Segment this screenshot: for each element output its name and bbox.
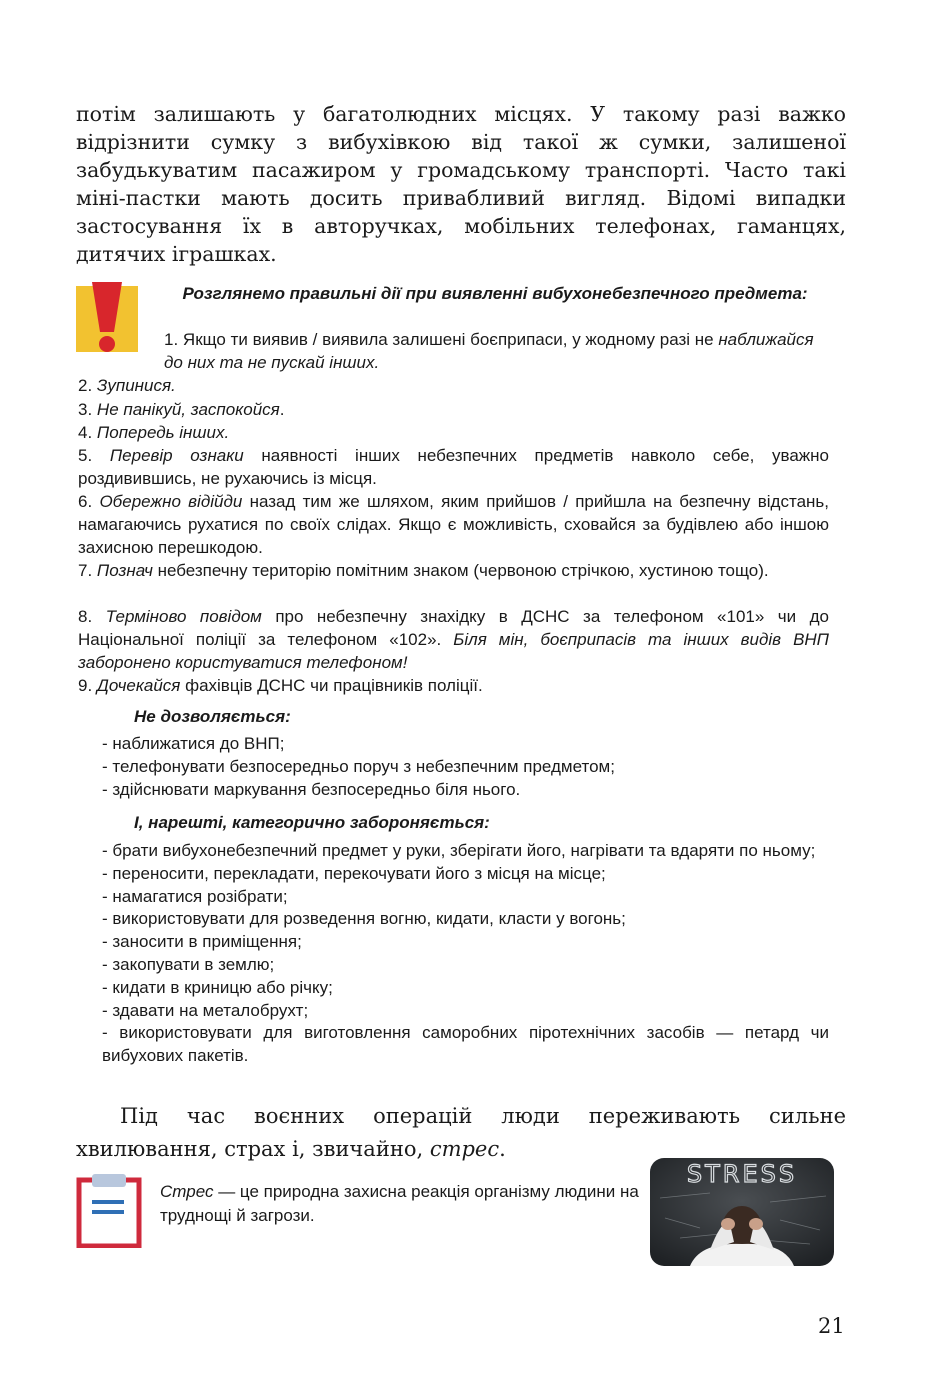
step-5: 5. Перевір ознаки наявності інших небезпечних предметів навколо себе, уважно роздивившись, не рухаючись із місця. bbox=[78, 446, 829, 488]
list-item: - телефонувати безпосередньо поруч з небезпечним предметом; bbox=[102, 756, 615, 776]
step-8: 8. Терміново повідом про небезпечну знахідку в ДСНС за телефоном «101» чи до Національної поліції за телефоном «102». Біля мін, боєприпасів та інших видів ВНП заборонено користуватися телефоном! bbox=[78, 607, 830, 672]
notepad-icon bbox=[76, 1172, 142, 1248]
not-allowed-title: Не дозволяється: bbox=[134, 707, 291, 726]
list-item: - кидати в криницю або річку; bbox=[102, 977, 333, 997]
step-2: 2. Зупинися. bbox=[78, 376, 176, 395]
step-1: 1. Якщо ти виявив / виявила залишені боєприпаси, у жодному разі не наближайся до них та не пускай інших. bbox=[164, 330, 814, 372]
list-item: - заносити в приміщення; bbox=[102, 932, 302, 952]
step-7: 7. Познач небезпечну територію помітним знаком (червоною стрічкою, хустиною тощо). bbox=[78, 561, 769, 580]
page-number: 21 bbox=[818, 1314, 845, 1338]
forbidden-title: І, нарешті, категорично забороняється: bbox=[134, 813, 490, 832]
closing-paragraph: Під час воєнних операцій люди переживають сильне хвилювання, страх і, звичайно, стрес. bbox=[76, 1104, 846, 1161]
stress-photo bbox=[650, 1158, 834, 1266]
step-3: 3. Не панікуй, заспокойся. bbox=[78, 400, 285, 419]
step-6: 6. Обережно відійди назад тим же шляхом, яким прийшов / прийшла на безпечну відстань, намагаючись рухатися по своїх слідах. Якщо є можливість, сховайся за будівлею або іншою захисною перешкодою. bbox=[78, 492, 829, 557]
list-item: - здавати на металобрухт; bbox=[102, 1000, 309, 1020]
board-text: STRESS bbox=[686, 1160, 798, 1188]
exclamation-icon bbox=[76, 282, 138, 356]
list-item: - здійснювати маркування безпосередньо біля нього. bbox=[102, 779, 521, 799]
list-item: - закопувати в землю; bbox=[102, 954, 275, 974]
intro-paragraph: потім залишають у багатолюдних місцях. У такому разі важко відрізнити сумку з вибухівкою від такої ж сумки, залишеної забудькуватим пасажиром у громадському транспорті. Часто такі міні-пастки мають досить привабливий вигляд. Відомі випадки застосування їх в авторучках, мобільних телефонах, гаманцях, дитячих іграшках. bbox=[76, 102, 846, 266]
list-item: - наближатися до ВНП; bbox=[102, 734, 285, 753]
not-allowed-list bbox=[102, 733, 829, 801]
forbidden-list bbox=[102, 840, 829, 1068]
list-item: - використовувати для розведення вогню, кидати, класти у вогонь; bbox=[102, 909, 626, 929]
list-item: - намагатися розібрати; bbox=[102, 886, 288, 906]
step-9: 9. Дочекайся фахівців ДСНС чи працівників поліції. bbox=[78, 676, 483, 695]
list-item: - використовувати для виготовлення саморобних піротехнічних засобів — петард чи вибухових пакетів. bbox=[102, 1023, 829, 1066]
stress-definition: Стрес — це природна захисна реакція організму людини на труднощі й загрози. bbox=[160, 1182, 639, 1225]
step-4: 4. Попередь інших. bbox=[78, 423, 230, 442]
warning-title: Розглянемо правильні дії при виявленні вибухонебезпечного предмета: bbox=[182, 284, 808, 303]
list-item: - брати вибухонебезпечний предмет у руки, зберігати його, нагрівати та вдаряти по ньому; bbox=[102, 841, 816, 860]
list-item: - переносити, перекладати, перекочувати його з місця на місце; bbox=[102, 863, 606, 883]
